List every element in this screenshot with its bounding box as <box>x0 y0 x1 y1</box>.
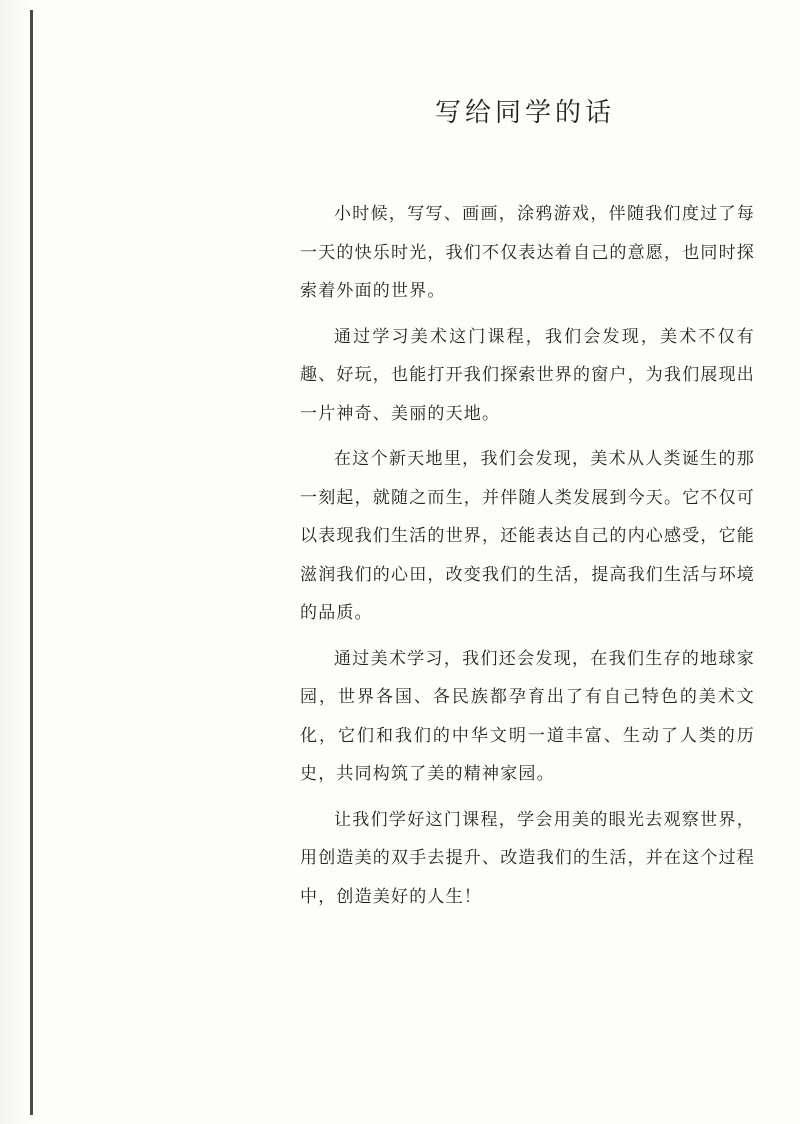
body-text <box>300 195 755 923</box>
paragraph-5: 让我们学好这门课程，学会用美的眼光去观察世界，用创造美的双手去提升、改造我们的生活，并在这个过程中，创造美好的人生！ <box>300 809 755 907</box>
paragraph-2: 通过学习美术这门课程，我们会发现，美术不仅有趣、好玩，也能打开我们探索世界的窗户，为我们展现出一片神奇、美丽的天地。 <box>300 326 755 424</box>
paragraph-4: 通过美术学习，我们还会发现，在我们生存的地球家园，世界各国、各民族都孕育出了有自己特色的美术文化，它们和我们的中华文明一道丰富、生动了人类的历史，共同构筑了美的精神家园。 <box>300 648 755 784</box>
page-title: 写给同学的话 <box>434 98 615 128</box>
paragraph-1: 小时候，写写、画画，涂鸦游戏，伴随我们度过了每一天的快乐时光，我们不仅表达着自己的意愿，也同时探索着外面的世界。 <box>300 204 755 301</box>
binding-edge-line <box>30 10 33 1115</box>
binding-shadow <box>0 0 30 1124</box>
paragraph-3: 在这个新天地里，我们会发现，美术从人类诞生的那一刻起，就随之而生，并伴随人类发展到今天。它不仅可以表现我们生活的世界，还能表达自己的内心感受，它能滋润我们的心田，改变我们的生活，提高我们生活与环境的品质。 <box>300 449 755 623</box>
